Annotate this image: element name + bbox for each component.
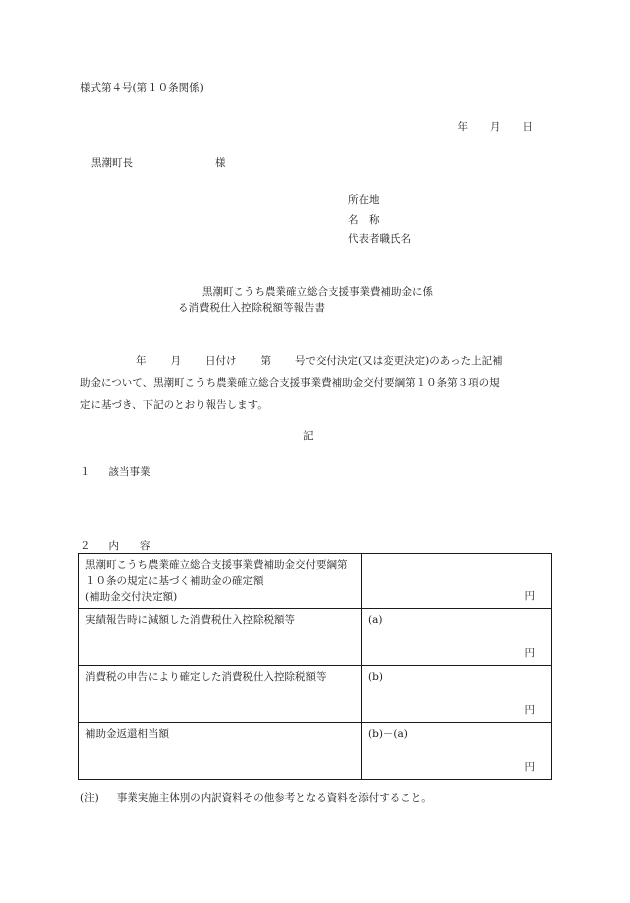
applicant-address-label: 所在地 <box>348 194 380 206</box>
title-line-2: る消費税仕入控除税額等報告書 <box>178 302 325 314</box>
row-label: 補助金返還相当額 <box>79 723 362 780</box>
amount-cell <box>362 666 552 723</box>
row-label: 実績報告時に減額した消費税仕入控除税額等 <box>79 609 362 666</box>
body-year: 年 <box>136 355 147 367</box>
date-year: 年 <box>457 121 468 133</box>
body-line-3: 定に基づき、下記のとおり報告します。 <box>80 399 268 411</box>
section-1-heading <box>80 464 151 481</box>
body-line1-rest: 号で交付決定(又は変更決定)のあった上記補 <box>295 355 503 367</box>
body-number-prefix: 第 <box>260 355 271 367</box>
amount-code: (b)－(a) <box>368 728 408 740</box>
row-label: 消費税の申告により確定した消費税仕入控除税額等 <box>79 666 362 723</box>
yen-unit: 円 <box>524 590 535 602</box>
footnote-text: 事業実施主体別の内訳資料その他参考となる資料を添付すること。 <box>116 792 432 804</box>
table-row <box>79 723 552 780</box>
table-row <box>79 666 552 723</box>
addressee-honorific: 様 <box>215 157 226 169</box>
date-month: 月 <box>490 121 501 133</box>
amount-code: (a) <box>368 614 383 626</box>
table-row <box>79 609 552 666</box>
ki-heading: 記 <box>303 430 314 442</box>
form-number: 様式第４号(第１０条関係) <box>80 82 204 94</box>
date-line <box>436 119 534 136</box>
amount-cell <box>362 554 552 609</box>
applicant-block <box>348 191 411 250</box>
section-2-label: 内 容 <box>108 540 151 552</box>
addressee-name: 黒潮町長 <box>91 157 133 169</box>
date-day: 日 <box>522 121 533 133</box>
footnote-marker: (注) <box>80 792 99 804</box>
yen-unit: 円 <box>524 761 535 773</box>
body-month: 月 <box>170 355 181 367</box>
body-line-1 <box>80 350 558 372</box>
applicant-representative-label: 代表者職氏名 <box>348 233 411 245</box>
content-table <box>78 553 552 780</box>
table-row <box>79 554 552 609</box>
yen-unit: 円 <box>524 704 535 716</box>
section-1-number: １ <box>80 466 91 478</box>
addressee <box>91 155 226 172</box>
title-line-1: 黒潮町こうち農業確立総合支援事業費補助金に係 <box>202 286 433 298</box>
yen-unit: 円 <box>524 647 535 659</box>
amount-cell <box>362 609 552 666</box>
section-2-number: ２ <box>80 540 91 552</box>
row-label: 黒潮町こうち農業確立総合支援事業費補助金交付要綱第１０条の規定に基づく補助金の確定額 (補助金交付決定額) <box>79 554 362 609</box>
applicant-name-label: 名 称 <box>348 213 380 226</box>
body-paragraph <box>80 350 558 416</box>
document-title <box>178 284 478 316</box>
body-day-suffix: 日付け <box>205 355 237 367</box>
amount-code: (b) <box>368 671 383 683</box>
body-line-2: 助金について、黒潮町こうち農業確立総合支援事業費補助金交付要綱第１０条第３項の規 <box>80 377 500 389</box>
section-1-label: 該当事業 <box>108 466 151 478</box>
footnote <box>80 790 432 807</box>
amount-cell <box>362 723 552 780</box>
